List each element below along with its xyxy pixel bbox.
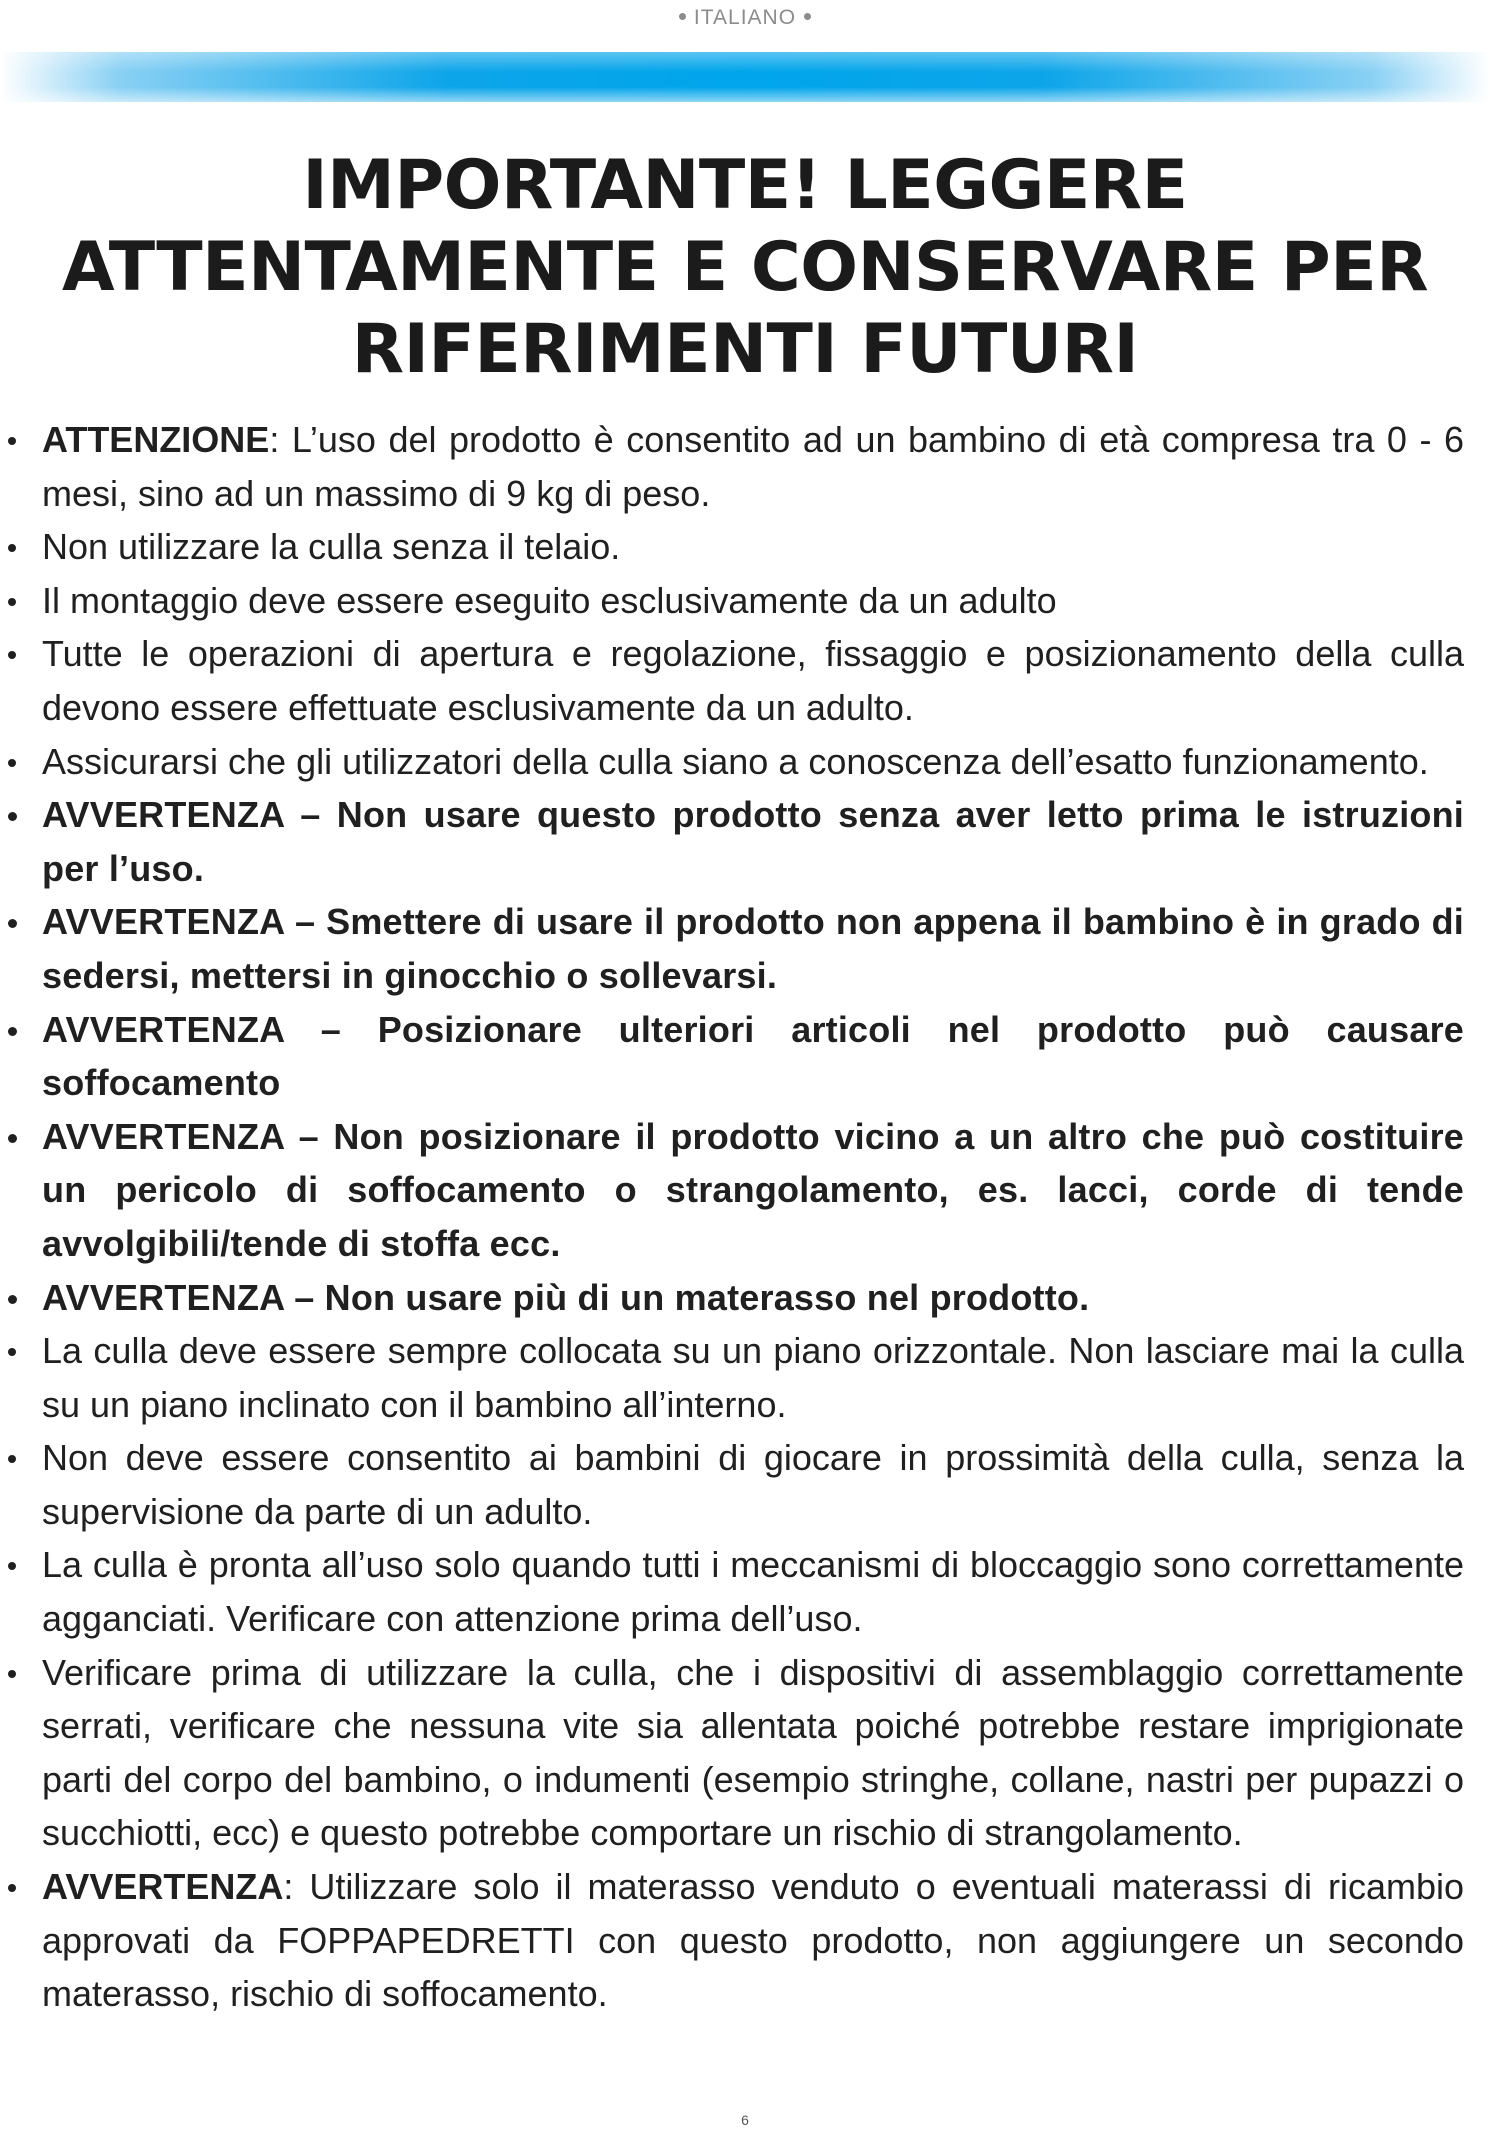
item-text: : L’uso del prodotto è consentito ad un bambino di età compresa tra 0 - 6 mesi, sino ad un massimo di 9 kg di peso.: [42, 419, 1464, 514]
list-item: [0, 1646, 1490, 1860]
header-blue-band: [0, 52, 1490, 102]
list-item: [0, 1003, 1490, 1110]
list-item: [0, 627, 1490, 734]
warnings-list: [0, 413, 1490, 2021]
bullet-dot-icon: [804, 13, 811, 20]
item-text: AVVERTENZA – Non usare questo prodotto senza aver letto prima le istruzioni per l’uso.: [42, 794, 1464, 889]
item-label: AVVERTENZA: [42, 1866, 284, 1908]
list-item: [0, 1324, 1490, 1431]
bullet-dot-icon: [679, 13, 686, 20]
list-item: [0, 1538, 1490, 1645]
list-item: [0, 788, 1490, 895]
item-text: Non deve essere consentito ai bambini di giocare in prossimità della culla, senza la supervisione da parte di un adulto.: [42, 1437, 1464, 1532]
language-header: [0, 6, 1490, 30]
item-text: La culla deve essere sempre collocata su un piano orizzontale. Non lasciare mai la culla su un piano inclinato con il bambino all’interno.: [42, 1330, 1464, 1425]
item-label: ATTENZIONE: [42, 419, 270, 460]
list-item: [0, 1431, 1490, 1538]
item-text: AVVERTENZA – Non usare più di un materasso nel prodotto.: [42, 1276, 1090, 1318]
item-text: Il montaggio deve essere eseguito esclusivamente da un adulto: [42, 579, 1057, 621]
list-item: [0, 1860, 1490, 2021]
item-text: Verificare prima di utilizzare la culla, che i dispositivi di assemblaggio correttamente serrati, verificare che nessuna vite sia allentata poiché potrebbe restare imprigionate parti del corpo del bambino, o indumenti (esempio stringhe, collane, nastri per pupazzi o succhiotti, ecc) e questo potrebbe comportare un rischio di strangolamento.: [42, 1651, 1464, 1854]
item-text: La culla è pronta all’uso solo quando tutti i meccanismi di bloccaggio sono correttamente agganciati. Verificare con attenzione prima dell’uso.: [42, 1544, 1464, 1640]
language-label: ITALIANO: [693, 6, 797, 29]
item-text: Assicurarsi che gli utilizzatori della culla siano a conoscenza dell’esatto funzionamento.: [42, 740, 1429, 782]
list-item: [0, 735, 1490, 789]
list-item: [0, 1110, 1490, 1271]
item-text: AVVERTENZA – Non posizionare il prodotto vicino a un altro che può costituire un pericolo di soffocamento o strangolamento, es. lacci, corde di tende avvolgibili/tende di stoffa ecc.: [42, 1115, 1464, 1264]
list-item: [0, 574, 1490, 628]
page-number: 6: [741, 2112, 749, 2128]
list-item: [0, 1271, 1490, 1325]
page-title: IMPORTANTE! LEGGERE ATTENTAMENTE E CONSERVARE PER RIFERIMENTI FUTURI: [61, 146, 1429, 389]
item-text: AVVERTENZA – Smettere di usare il prodotto non appena il bambino è in grado di sedersi, mettersi in ginocchio o sollevarsi.: [42, 901, 1464, 996]
item-text: : Utilizzare solo il materasso venduto o eventuali materassi di ricambio approvati da FOPPAPEDRETTI con questo prodotto, non aggiungere un secondo materasso, rischio di soffocamento.: [42, 1866, 1464, 2015]
list-item: [0, 520, 1490, 574]
item-text: Tutte le operazioni di apertura e regolazione, fissaggio e posizionamento della culla devono essere effettuate esclusivamente da un adulto.: [42, 633, 1464, 728]
list-item: [0, 895, 1490, 1002]
item-text: Non utilizzare la culla senza il telaio.: [42, 526, 621, 568]
list-item: [0, 413, 1490, 520]
item-text: AVVERTENZA – Posizionare ulteriori articoli nel prodotto può causare soffocamento: [42, 1008, 1464, 1104]
